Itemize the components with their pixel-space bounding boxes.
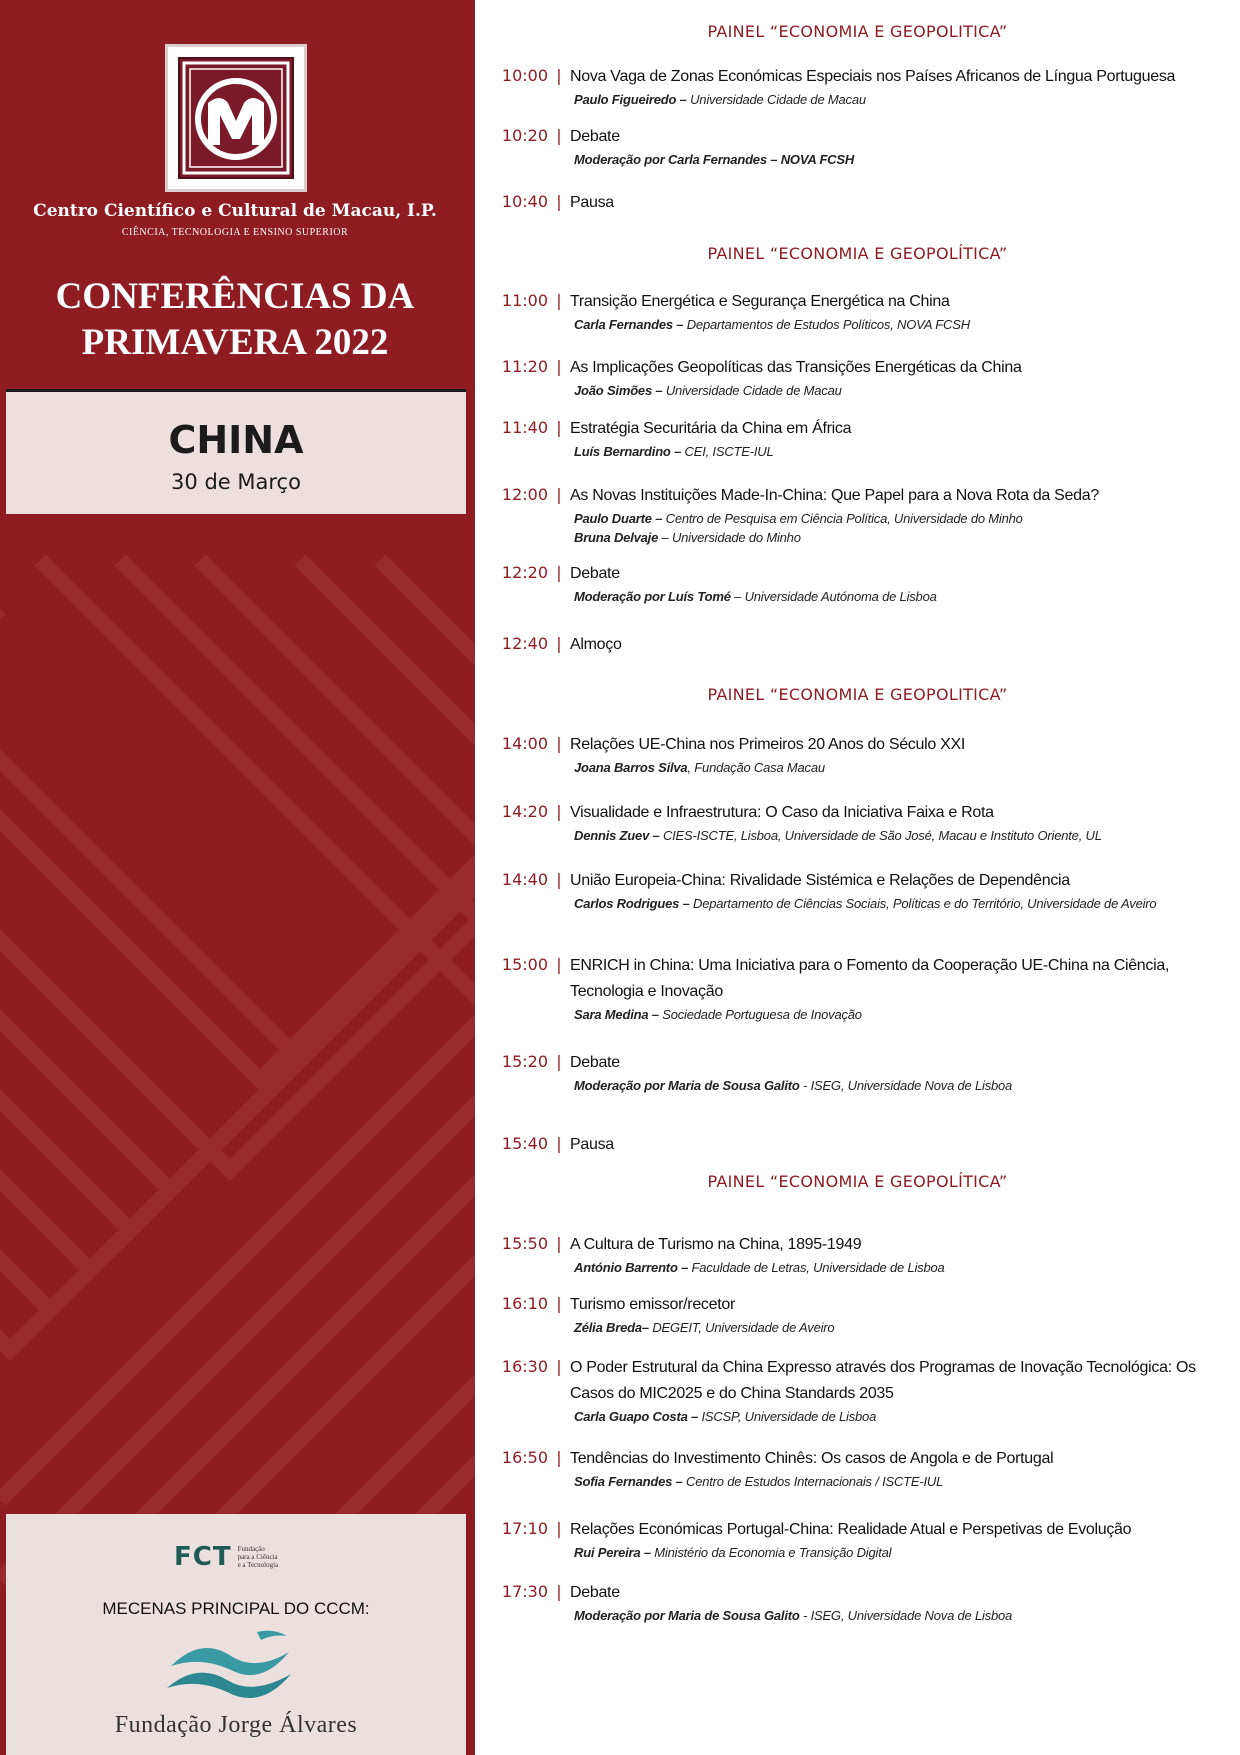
schedule-slot [482,1355,1212,1426]
speaker-name: Rui Pereira – [574,1545,651,1560]
conference-title [0,274,470,366]
slot-title: Pausa [570,1136,614,1153]
slot-separator: | [556,1134,562,1153]
slot-header [482,953,1212,1005]
slot-time: 14:20 [501,802,548,821]
slot-separator: | [556,291,562,310]
schedule-slot [482,561,1212,606]
schedule-slot [482,355,1212,400]
slot-separator: | [556,192,562,211]
slot-title: Visualidade e Infraestrutura: O Caso da Iniciativa Faixa e Rota [570,804,994,821]
speaker-name: Moderação por Maria de Sousa Galito [574,1078,800,1093]
speaker-list [574,442,1212,461]
speaker-affiliation: - ISEG, Universidade Nova de Lisboa [799,1608,1013,1623]
speaker-affiliation: ISCSP, Universidade de Lisboa [698,1409,877,1424]
slot-title: Debate [570,565,620,582]
slot-time: 14:00 [501,734,548,753]
speaker-affiliation: Centro de Pesquisa em Ciência Política, Universidade do Minho [662,511,1023,526]
speaker [574,826,1212,845]
patron-label: MECENAS PRINCIPAL DO CCCM: [102,1599,370,1618]
slot-separator: | [556,1294,562,1313]
panel-title: PAINEL “ECONOMIA E GEOPOLITICA” [707,685,1008,704]
slot-time: 14:40 [501,870,548,889]
slot-separator: | [556,1448,562,1467]
foundation-waves-icon [161,1626,301,1706]
speaker [574,1472,1212,1491]
speaker-name: Carla Fernandes – [574,317,684,332]
schedule-slot [482,632,1212,658]
speaker-list [574,894,1212,913]
cccm-emblem-icon [178,57,294,179]
speaker-name: Paulo Duarte – [574,511,663,526]
speaker-affiliation: Ministério da Economia e Transição Digital [650,1545,892,1560]
slot-title: Nova Vaga de Zonas Económicas Especiais nos Países Africanos de Língua Portuguesa [570,68,1176,85]
schedule-slot [482,953,1212,1024]
slot-title: Pausa [570,194,614,211]
speaker-name: Moderação por Luís Tomé [574,589,731,604]
slot-title: Debate [570,128,620,145]
slot-time: 15:20 [501,1052,548,1071]
schedule-slot [482,1446,1212,1491]
slot-header [482,1292,1212,1318]
schedule-slot [482,124,1212,169]
slot-header [482,1580,1212,1606]
speaker [574,509,1212,528]
speaker-affiliation: , Fundação Casa Macau [687,760,825,775]
speaker-affiliation: Faculdade de Letras, Universidade de Lisboa [688,1260,945,1275]
panel-title: PAINEL “ECONOMIA E GEOPOLITICA” [707,22,1008,41]
speaker-list [574,150,1212,169]
speaker-name: Moderação por Maria de Sousa Galito [574,1608,800,1623]
slot-header [482,64,1212,90]
speaker-affiliation: Departamentos de Estudos Políticos, NOVA FCSH [683,317,970,332]
schedule-slot [482,1050,1212,1095]
speaker-affiliation: Centro de Estudos Internacionais / ISCTE-IUL [682,1474,944,1489]
schedule-slot [482,868,1212,913]
slot-time: 11:20 [501,357,548,376]
slot-title: Turismo emissor/recetor [570,1296,735,1313]
speaker-name: Sara Medina – [574,1007,659,1022]
speaker-name: Luís Bernardino – [574,444,682,459]
schedule-slot [482,1132,1212,1158]
slot-title: Relações UE-China nos Primeiros 20 Anos do Século XXI [570,736,965,753]
speaker-name: Bruna Delvaje [574,530,659,545]
speaker-affiliation: DEGEIT, Universidade de Aveiro [648,1320,835,1335]
speaker-list [574,1318,1212,1337]
slot-time: 15:00 [501,955,548,974]
speaker-list [574,315,1212,334]
schedule-slot [482,1232,1212,1277]
speaker-name: Carla Guapo Costa – [574,1409,699,1424]
speaker-name: Moderação por Carla Fernandes – NOVA FCSH [574,152,855,167]
slot-separator: | [556,485,562,504]
slot-separator: | [556,955,562,974]
country-panel [6,389,466,514]
speaker-list [574,587,1212,606]
schedule-slot [482,800,1212,845]
slot-separator: | [556,126,562,145]
organization-name: Centro Científico e Cultural de Macau, I.P. [33,201,437,221]
speaker-affiliation: – Universidade Autónoma de Lisboa [730,589,937,604]
speaker [574,442,1212,461]
slot-separator: | [556,1052,562,1071]
slot-title: Debate [570,1584,620,1601]
slot-separator: | [556,802,562,821]
fct-caption-line: para a Ciência [237,1553,278,1561]
slot-title: As Implicações Geopolíticas das Transições Energéticas da China [570,359,1022,376]
slot-title: Debate [570,1054,620,1071]
speaker-name: António Barrento – [574,1260,689,1275]
speaker [574,1076,1212,1095]
slot-title: Tendências do Investimento Chinês: Os casos de Angola e de Portugal [570,1450,1054,1467]
speaker [574,1005,1212,1024]
slot-header [482,632,1212,658]
fct-logo-letters: FCT [174,1542,232,1572]
speaker-name: Dennis Zuev – [574,828,660,843]
speaker-affiliation: - ISEG, Universidade Nova de Lisboa [799,1078,1013,1093]
speaker-list [574,1076,1212,1095]
slot-title: União Europeia-China: Rivalidade Sistémica e Relações de Dependência [570,872,1070,889]
conference-title-line1: CONFERÊNCIAS DA [55,276,415,317]
slot-time: 11:40 [501,418,548,437]
schedule-slot [482,190,1212,216]
speaker-list [574,90,1212,109]
slot-time: 17:10 [501,1519,548,1538]
sidebar [0,0,475,1755]
fct-logo [174,1542,278,1572]
schedule-slot [482,416,1212,461]
speaker-list [574,758,1212,777]
slot-title: Transição Energética e Segurança Energética na China [570,293,950,310]
schedule-slot [482,1580,1212,1625]
schedule-slot [482,1292,1212,1337]
speaker [574,1606,1212,1625]
speaker-list [574,826,1212,845]
speaker-list [574,1472,1212,1491]
speaker [574,150,1212,169]
slot-header [482,1050,1212,1076]
slot-separator: | [556,563,562,582]
panel-title: PAINEL “ECONOMIA E GEOPOLÍTICA” [707,1172,1008,1191]
slot-title: Relações Económicas Portugal-China: Realidade Atual e Perspetivas de Evolução [570,1521,1132,1538]
slot-time: 16:10 [501,1294,548,1313]
slot-time: 15:40 [501,1134,548,1153]
schedule-slot [482,483,1212,547]
fct-caption-line: Fundação [237,1545,265,1553]
slot-header [482,289,1212,315]
speaker [574,758,1212,777]
speaker [574,894,1212,913]
slot-header [482,416,1212,442]
speaker [574,1543,1212,1562]
fret-pattern-background [0,0,475,1755]
slot-time: 12:40 [501,634,548,653]
organization-subtitle: CIÊNCIA, TECNOLOGIA E ENSINO SUPERIOR [121,227,349,238]
schedule-slot [482,289,1212,334]
speaker-name: Sofia Fernandes – [574,1474,683,1489]
speaker [574,1318,1212,1337]
slot-separator: | [556,870,562,889]
slot-separator: | [556,1234,562,1253]
slot-separator: | [556,1357,562,1376]
slot-header [482,483,1212,509]
foundation-name: Fundação Jorge Álvares [114,1712,358,1738]
speaker-list [574,381,1212,400]
slot-separator: | [556,357,562,376]
speaker [574,90,1212,109]
slot-separator: | [556,734,562,753]
speaker-name: João Simões – [574,383,663,398]
slot-separator: | [556,634,562,653]
schedule-slot [482,732,1212,777]
slot-separator: | [556,418,562,437]
speaker [574,528,1212,547]
fct-logo-caption [238,1545,279,1569]
slot-title: Estratégia Securitária da China em África [570,420,852,437]
speaker [574,1407,1212,1426]
slot-header [482,190,1212,216]
slot-header [482,1517,1212,1543]
speaker [574,315,1212,334]
slot-header [482,868,1212,894]
slot-separator: | [556,1519,562,1538]
speaker-affiliation: Departamento de Ciências Sociais, Políticas e do Território, Universidade de Aveiro [689,896,1157,911]
slot-title: As Novas Instituições Made-In-China: Que Papel para a Nova Rota da Seda? [570,487,1099,504]
slot-header [482,1446,1212,1472]
country-name: CHINA [168,418,304,462]
speaker-name: Carlos Rodrigues – [574,896,690,911]
slot-time: 16:50 [501,1448,548,1467]
speaker-affiliation: CEI, ISCTE-IUL [681,444,774,459]
speaker-list [574,1543,1212,1562]
speaker-list [574,1005,1212,1024]
slot-time: 10:20 [501,126,548,145]
speaker-affiliation: Universidade Cidade de Macau [686,92,866,107]
slot-time: 15:50 [501,1234,548,1253]
slot-header [482,1232,1212,1258]
speaker-list [574,1407,1212,1426]
speaker-list [574,1606,1212,1625]
slot-title: O Poder Estrutural da China Expresso através dos Programas de Inovação Tecnológica: Os Casos do MIC2025 e do China Standards 2035 [570,1359,1196,1402]
sponsor-panel [6,1514,466,1755]
speaker-affiliation: Universidade Cidade de Macau [662,383,842,398]
slot-header [482,124,1212,150]
conference-title-line2: PRIMAVERA 2022 [81,322,389,363]
slot-time: 12:20 [501,563,548,582]
slot-time: 17:30 [501,1582,548,1601]
slot-header [482,732,1212,758]
slot-separator: | [556,66,562,85]
slot-time: 10:40 [501,192,548,211]
schedule-slot [482,1517,1212,1562]
event-date: 30 de Março [171,470,301,494]
slot-header [482,561,1212,587]
slot-time: 16:30 [501,1357,548,1376]
speaker-affiliation: CIES-ISCTE, Lisboa, Universidade de São José, Macau e Instituto Oriente, UL [659,828,1102,843]
slot-title: Almoço [570,636,622,653]
fct-caption-line: e a Tecnologia [237,1561,279,1569]
speaker-name: Zélia Breda– [574,1320,649,1335]
slot-header [482,800,1212,826]
cccm-logo [165,44,307,192]
speaker-affiliation: – Universidade do Minho [658,530,801,545]
speaker-affiliation: Sociedade Portuguesa de Inovação [658,1007,862,1022]
slot-time: 10:00 [501,66,548,85]
slot-title: A Cultura de Turismo na China, 1895-1949 [570,1236,862,1253]
panel-title: PAINEL “ECONOMIA E GEOPOLÍTICA” [707,244,1008,263]
slot-header [482,1132,1212,1158]
slot-header [482,355,1212,381]
speaker-list [574,509,1212,547]
speaker-name: Joana Barros Silva [574,760,688,775]
slot-time: 11:00 [501,291,548,310]
slot-header [482,1355,1212,1407]
speaker-name: Paulo Figueiredo – [574,92,687,107]
speaker [574,587,1212,606]
speaker [574,1258,1212,1277]
slot-time: 12:00 [501,485,548,504]
speaker [574,381,1212,400]
speaker-list [574,1258,1212,1277]
schedule-slot [482,64,1212,109]
slot-separator: | [556,1582,562,1601]
slot-title: ENRICH in China: Uma Iniciativa para o Fomento da Cooperação UE-China na Ciência, Tecnologia e Inovação [570,957,1170,1000]
